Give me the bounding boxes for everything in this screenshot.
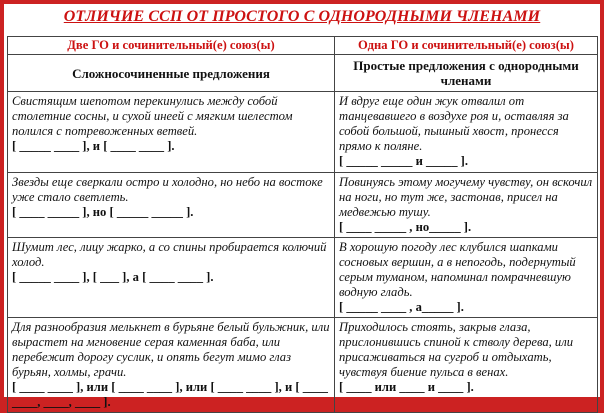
header-left: Две ГО и сочинительный(е) союз(ы)	[8, 37, 335, 55]
example-cell-left	[8, 173, 335, 238]
table-row	[8, 238, 598, 318]
page-title: ОТЛИЧИЕ ССП ОТ ПРОСТОГО С ОДНОРОДНЫМИ ЧЛЕНАМИ	[63, 8, 541, 25]
example-cell-right	[335, 318, 598, 413]
page-frame	[4, 4, 600, 409]
header-row	[8, 37, 598, 55]
scheme: [ _____ _____ и _____ ].	[339, 154, 468, 168]
scheme: [ ____ _____ ], но [ _____ _____ ].	[12, 205, 194, 219]
subheader-left: Сложносочиненные предложения	[8, 55, 335, 92]
example-text: Свистящим шепотом перекинулись между собой столетние сосны, и сухой инеей с мягким шелестом полился с потревоженных ветвей.	[12, 94, 293, 138]
example-cell-right	[335, 92, 598, 173]
comparison-table	[7, 36, 598, 413]
example-text: Для разнообразия мелькнет в бурьяне белый бульжник, или вырастет на мгновение серая каменная баба, или перебежит дорогу суслик, и опять бегут мимо глаз бурьян, холмы, грачи.	[12, 320, 330, 379]
example-cell-right	[335, 173, 598, 238]
table-row	[8, 318, 598, 413]
scheme: [ ____ или ____ и ____ ].	[339, 380, 474, 394]
example-cell-left	[8, 92, 335, 173]
example-text: И вдруг еще один жук отвалил от танцевавшего в воздухе роя и, оставляя за собой большой, пышный хвост, пронесся прямо к поляне.	[339, 94, 569, 153]
header-right: Одна ГО и сочинительный(е) союз(ы)	[335, 37, 598, 55]
example-text: В хорошую погоду лес клубился шапками сосновых вершин, а в непогодь, подернутый серым туманом, напоминал помрачневшую водную гладь.	[339, 240, 576, 299]
scheme: [ ____ ____ ], или [ ____ ____ ], или [ ____ ____ ], и [ ____ ____, ____, ____ ].	[12, 380, 328, 409]
subheader-right: Простые предложения с однородными членами	[335, 55, 598, 92]
example-cell-right	[335, 238, 598, 318]
example-text: Повинуясь этому могучему чувству, он вскочил на ноги, но тут же, застонав, присел на медвежью тушу.	[339, 175, 593, 219]
scheme: [ _____ ____ ], и [ ____ ____ ].	[12, 139, 175, 153]
table-row	[8, 92, 598, 173]
example-cell-left	[8, 238, 335, 318]
example-text: Приходилось стоять, закрыв глаза, прислонившись спиной к стволу дерева, или присаживаться на сугроб и отдыхать, чувствуя биение пульса в венах.	[339, 320, 574, 379]
table-row	[8, 173, 598, 238]
example-cell-left	[8, 318, 335, 413]
example-text: Шумит лес, лицу жарко, а со спины пробирается колючий холод.	[12, 240, 327, 269]
subheader-row	[8, 55, 598, 92]
scheme: [ ____ _____ , но_____ ].	[339, 220, 472, 234]
scheme: [ _____ ____ ], [ ___ ], а [ ____ ____ ].	[12, 270, 214, 284]
example-text: Звезды еще сверкали остро и холодно, но небо на востоке уже стало светлеть.	[12, 175, 323, 204]
scheme: [ _____ ____ , а_____ ].	[339, 300, 464, 314]
